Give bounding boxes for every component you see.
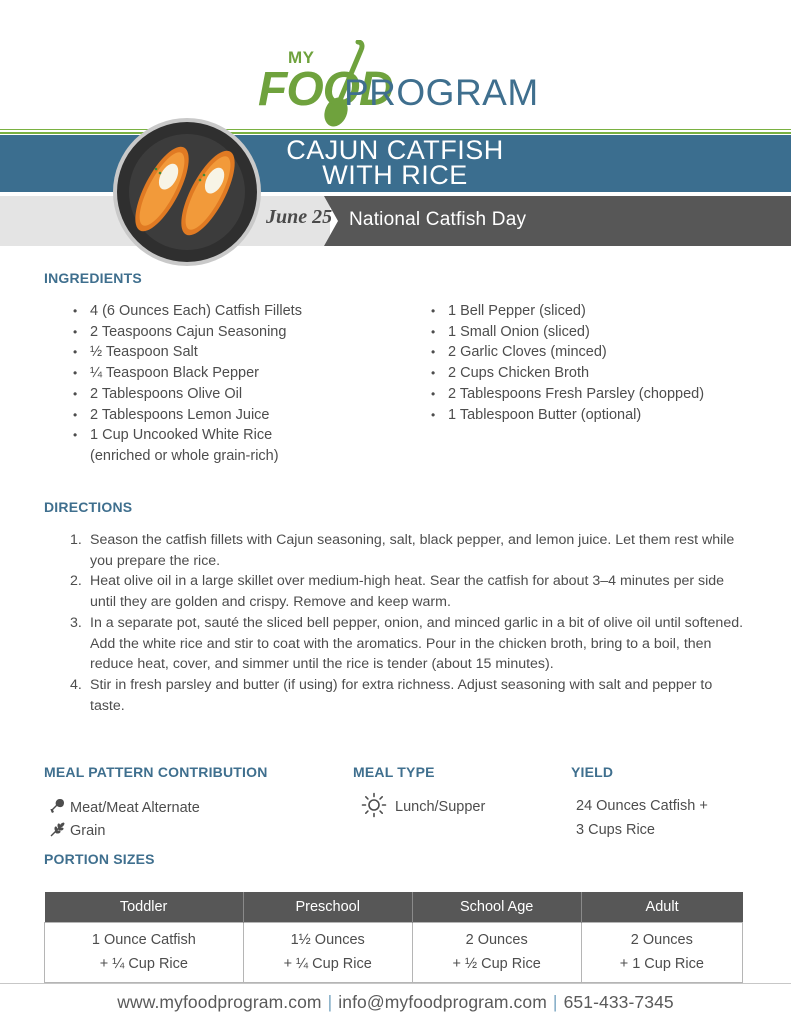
ingredient-item: • 1 Tablespoon Butter (optional) xyxy=(431,405,751,426)
ingredients-list-left xyxy=(73,301,363,467)
meal-type-heading: MEAL TYPE xyxy=(353,764,435,780)
table-header-cell: Preschool xyxy=(243,892,412,922)
directions-heading: DIRECTIONS xyxy=(44,499,133,515)
ingredient-item: • ½ Teaspoon Salt xyxy=(73,342,363,363)
ingredient-item: • 2 Tablespoons Fresh Parsley (chopped) xyxy=(431,384,751,405)
cell-line: + ¼ Cup Rice xyxy=(99,955,188,972)
portion-sizes-heading: PORTION SIZES xyxy=(44,851,155,867)
ingredient-item: • 2 Teaspoons Cajun Seasoning xyxy=(73,322,363,343)
footer xyxy=(0,992,791,1013)
ingredient-item: • 1 Bell Pepper (sliced) xyxy=(431,301,751,322)
direction-step-text: Heat olive oil in a large skillet over medium-high heat. Sear the catfish for about 3–4 minutes per side until they are golden and crispy. Remove and keep warm. xyxy=(90,573,725,611)
yield-heading: YIELD xyxy=(571,764,614,780)
ingredients-heading: INGREDIENTS xyxy=(44,270,142,286)
cell-line: + 1 Cup Rice xyxy=(619,955,704,972)
ingredient-item: • 2 Cups Chicken Broth xyxy=(431,363,751,384)
meal-pattern-heading: MEAL PATTERN CONTRIBUTION xyxy=(44,764,268,780)
sun-icon xyxy=(361,792,387,818)
cell-line: + ¼ Cup Rice xyxy=(283,955,372,972)
directions-list xyxy=(68,530,748,716)
wheat-icon xyxy=(50,821,66,837)
cell-line: 2 Ounces xyxy=(465,932,528,948)
meal-pattern-item-label: Grain xyxy=(70,823,106,839)
ingredient-item: • 2 Garlic Cloves (minced) xyxy=(431,342,751,363)
cell-line: 1 Ounce Catfish xyxy=(91,932,196,948)
direction-step: 3. In a separate pot, sauté the sliced bell pepper, onion, and minced garlic in a bit of olive oil until softened. Add the white rice and stir to coat with the aromatics. Pour in the chicken broth, bring to a boil, then reduce heat, cover, and simmer until the rice is tender (about 15 minutes). xyxy=(70,614,744,673)
ingredients-list-right xyxy=(431,301,751,425)
footer-divider xyxy=(0,983,791,984)
catfish-plate-image xyxy=(112,117,262,267)
logo-program-text: PROGRAM xyxy=(344,72,539,113)
brand-logo[interactable] xyxy=(0,18,791,116)
table-cell xyxy=(45,922,244,982)
email-link[interactable]: info@myfoodprogram.com xyxy=(338,992,547,1012)
meal-type-label: Lunch/Supper xyxy=(395,799,486,815)
table-cell xyxy=(581,922,742,982)
ingredient-item: • 1 Small Onion (sliced) xyxy=(431,322,751,343)
table-header-cell: Toddler xyxy=(45,892,244,922)
ingredient-item: • 1 Cup Uncooked White Rice (enriched or whole grain-rich) xyxy=(73,425,288,466)
phone-link[interactable]: 651-433-7345 xyxy=(563,992,674,1012)
direction-step-text: In a separate pot, sauté the sliced bell pepper, onion, and minced garlic in a bit of olive oil until softened. Add the white rice and stir to coat with the aromatics. Pour in the chicken broth, bring to a boil, then reduce heat, cover, and simmer until the rice is tender (about 15 minutes). xyxy=(90,614,744,673)
ingredient-item: • 2 Tablespoons Lemon Juice xyxy=(73,405,363,426)
direction-step-text: Stir in fresh parsley and butter (if using) for extra richness. Adjust seasoning with salt and pepper to taste. xyxy=(90,676,713,714)
recipe-title-line2: WITH RICE xyxy=(322,160,468,190)
direction-step: 2. Heat olive oil in a large skillet over medium-high heat. Sear the catfish for about 3–4 minutes per side until they are golden and crispy. Remove and keep warm. xyxy=(70,573,725,611)
table-cell xyxy=(412,922,581,982)
table-row xyxy=(45,922,743,982)
cell-line: 1½ Ounces xyxy=(290,932,365,948)
ingredient-item: • ¼ Teaspoon Black Pepper xyxy=(73,363,363,384)
direction-step-text: Season the catfish fillets with Cajun seasoning, salt, black pepper, and lemon juice. Let them rest while you prepare the rice. xyxy=(90,532,735,569)
ingredient-item: • 4 (6 Ounces Each) Catfish Fillets xyxy=(73,301,363,322)
table-header-cell: School Age xyxy=(412,892,581,922)
table-header-row xyxy=(45,892,743,922)
cell-line: 2 Ounces xyxy=(630,932,693,948)
meal-type-value xyxy=(361,792,485,818)
website-link[interactable]: www.myfoodprogram.com xyxy=(117,992,322,1012)
footer-separator: | xyxy=(552,992,558,1012)
recipe-title-line1: CAJUN CATFISH xyxy=(286,135,504,165)
direction-step: 4. Stir in fresh parsley and butter (if using) for extra richness. Adjust seasoning with salt and pepper to taste. xyxy=(70,676,713,714)
event-name: National Catfish Day xyxy=(349,209,527,230)
table-cell xyxy=(243,922,412,982)
yield-line: 3 Cups Rice xyxy=(576,821,655,838)
meal-pattern-item xyxy=(50,798,200,816)
event-date: June 25 xyxy=(266,206,333,228)
meal-pattern-item-label: Meat/Meat Alternate xyxy=(70,800,200,816)
ingredient-item: • 2 Tablespoons Olive Oil xyxy=(73,384,363,405)
logo-food-text: FOOD xyxy=(258,63,393,116)
yield-line: 24 Ounces Catfish + xyxy=(576,798,708,814)
recipe-title xyxy=(215,135,575,190)
cell-line: + ½ Cup Rice xyxy=(452,955,541,972)
table-header-cell: Adult xyxy=(581,892,742,922)
yield-value xyxy=(576,795,708,842)
drumstick-icon xyxy=(50,798,66,814)
footer-separator: | xyxy=(327,992,333,1012)
logo-my-text: MY xyxy=(288,48,315,67)
portion-sizes-table xyxy=(44,892,743,983)
direction-step: 1. Season the catfish fillets with Cajun seasoning, salt, black pepper, and lemon juice. Let them rest while you prepare the rice. xyxy=(70,532,735,569)
meal-pattern-item xyxy=(50,821,105,839)
